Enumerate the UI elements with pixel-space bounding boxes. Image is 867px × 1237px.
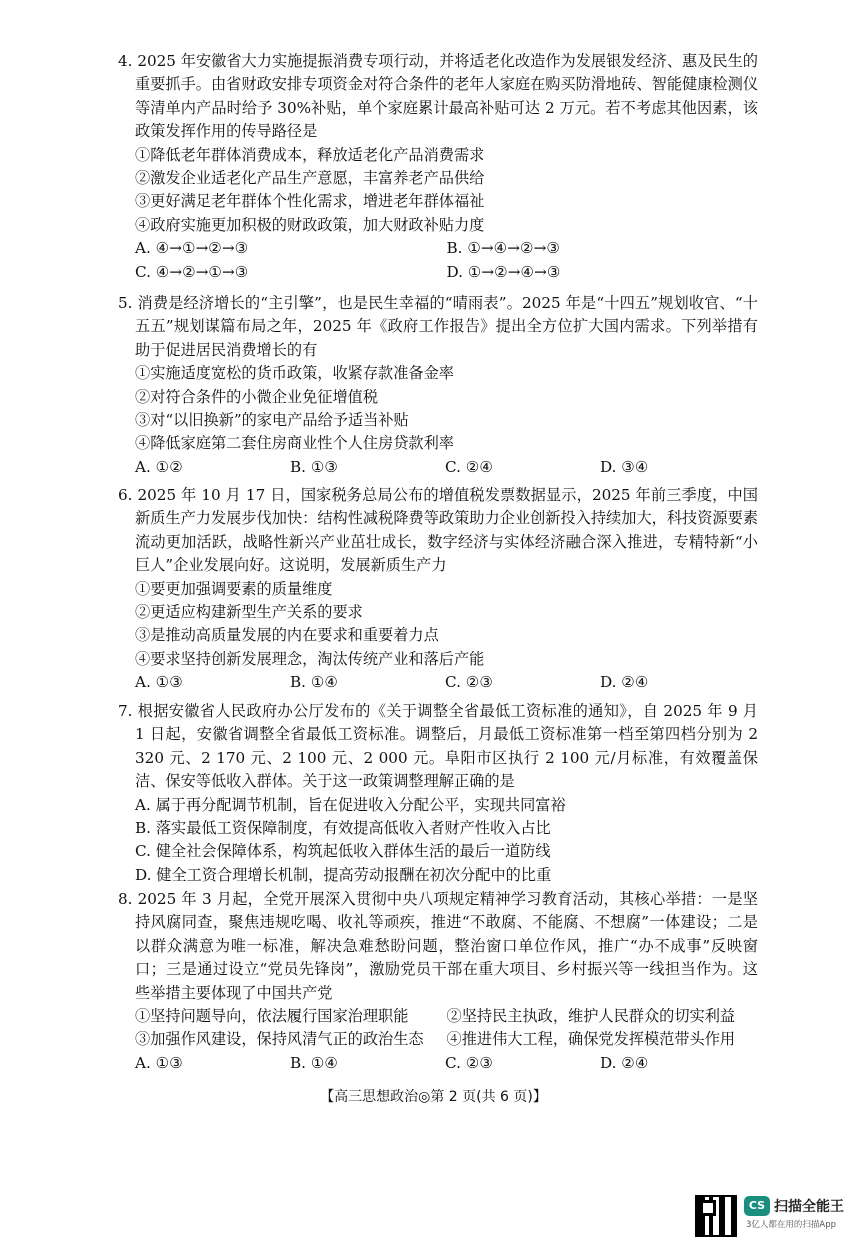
statement-option: ④要求坚持创新发展理念，淘汰传统产业和落后产能 <box>135 649 485 668</box>
statement-option: ④政府实施更加积极的财政政策，加大财政补贴力度 <box>135 215 485 234</box>
camscanner-logo-icon: CS <box>744 1196 770 1216</box>
statement-option: ③对“以旧换新”的家电产品给予适当补贴 <box>135 411 409 430</box>
choice-a: A. ①③ <box>135 673 183 692</box>
statement-option: ①坚持问题导向，依法履行国家治理职能 <box>135 1007 409 1026</box>
choice-c: C. 健全社会保障体系，构筑起低收入群体生活的最后一道防线 <box>135 842 551 861</box>
question-stem: 5. 消费是经济增长的“主引擎”，也是民生幸福的“晴雨表”。2025 年是“十四五”规划收官、“十五五”规划谋篇布局之年，2025 年《政府工作报告》提出全方位扩大国内需求。下列举措有助于促进居民消费增长的有 <box>118 294 758 359</box>
statement-option: ③加强作风建设，保持风清气正的政治生态 <box>135 1030 424 1049</box>
choice-b: B. ①④ <box>290 1053 339 1072</box>
answer-choices <box>118 671 758 694</box>
question-4 <box>118 50 758 284</box>
choice-d: D. ①→②→④→③ <box>446 262 561 281</box>
choice-b: B. ①→④→②→③ <box>446 239 560 258</box>
answer-choices <box>118 237 758 260</box>
statement-option: ④降低家庭第二套住房商业性个人住房贷款利率 <box>135 434 454 453</box>
question-stem: 8. 2025 年 3 月起，全党开展深入贯彻中央八项规定精神学习教育活动，其核心举措：一是坚持风腐同查，聚焦违规吃喝、收礼等顽疾，推进“不敢腐、不能腐、不想腐”一体建设；二是以群众满意为唯一标准，解决急难愁盼问题，整治窗口单位作风，推广“办不成事”反映窗口；三是通过设立“党员先锋岗”，激励党员干部在重大项目、乡村振兴等一线担当作为。这些举措主要体现了中国共产党 <box>118 890 758 1002</box>
statement-option: ④推进伟大工程，确保党发挥模范带头作用 <box>446 1030 736 1049</box>
choice-c: C. ④→②→①→③ <box>135 262 249 281</box>
choice-a: A. 属于再分配调节机制，旨在促进收入分配公平，实现共同富裕 <box>135 795 566 814</box>
statement-option: ③是推动高质量发展的内在要求和重要着力点 <box>135 626 439 645</box>
statement-option: ①要更加强调要素的质量维度 <box>135 579 333 598</box>
question-stem: 4. 2025 年安徽省大力实施提振消费专项行动，并将适老化改造作为发展银发经济、惠及民生的重要抓手。由省财政安排专项资金对符合条件的老年人家庭在购买防滑地砖、智能健康检测仪等清单内产品时给予 30%补贴，单个家庭累计最高补贴可达 2 万元。若不考虑其他因素，该政策发挥作用的传导路径是 <box>118 52 758 141</box>
scanner-brand-subtitle: 3亿人都在用的扫描App <box>746 1220 837 1230</box>
qr-code-icon <box>695 1195 737 1237</box>
statement-option: ②激发企业适老化产品生产意愿，丰富养老产品供给 <box>135 169 485 188</box>
choice-c: C. ②④ <box>445 457 493 476</box>
scanner-brand-title: 扫描全能王 <box>774 1199 844 1215</box>
choice-d: D. ②④ <box>600 673 649 692</box>
answer-choices <box>118 456 758 479</box>
statement-option: ③更好满足老年群体个性化需求，增进老年群体福祉 <box>135 192 485 211</box>
choice-b: B. ①④ <box>290 673 339 692</box>
choice-a: A. ①③ <box>135 1053 183 1072</box>
statement-option: ②更适应构建新型生产关系的要求 <box>135 603 363 622</box>
choice-c: C. ②③ <box>445 1053 493 1072</box>
choice-a: A. ①② <box>135 457 183 476</box>
statement-option: ②对符合条件的小微企业免征增值税 <box>135 387 378 406</box>
question-stem: 7. 根据安徽省人民政府办公厅发布的《关于调整全省最低工资标准的通知》，自 2025 年 9 月 1 日起，安徽省调整全省最低工资标准。调整后，月最低工资标准第一档至第四档分别为 2 320 元、2 170 元、2 100 元、2 000 元。阜阳市区执行 2 100 元/月标准，有效覆盖保洁、保安等低收入群体。关于这一政策调整理解正确的是 <box>118 702 758 791</box>
statement-row <box>118 1005 758 1028</box>
choice-b: B. 落实最低工资保障制度，有效提高低收入者财产性收入占比 <box>135 819 551 838</box>
choice-d: D. 健全工资合理增长机制，提高劳动报酬在初次分配中的比重 <box>135 865 552 884</box>
choice-a: A. ④→①→②→③ <box>135 239 249 258</box>
statement-option: ②坚持民主执政，维护人民群众的切实利益 <box>446 1007 736 1026</box>
page-footer: 【高三思想政治◎第 2 页(共 6 页)】 <box>320 1089 547 1105</box>
question-6 <box>118 484 758 695</box>
answer-choices <box>118 261 758 284</box>
question-5 <box>118 292 758 479</box>
choice-d: D. ②④ <box>600 1053 649 1072</box>
statement-row <box>118 1028 758 1051</box>
statement-option: ①实施适度宽松的货币政策，收紧存款准备金率 <box>135 364 454 383</box>
question-8 <box>118 888 758 1075</box>
choice-d: D. ③④ <box>600 457 649 476</box>
answer-choices <box>118 1052 758 1075</box>
statement-option: ①降低老年群体消费成本，释放适老化产品消费需求 <box>135 145 485 164</box>
question-7 <box>118 700 758 887</box>
choice-c: C. ②③ <box>445 673 493 692</box>
choice-b: B. ①③ <box>290 457 339 476</box>
question-stem: 6. 2025 年 10 月 17 日，国家税务总局公布的增值税发票数据显示，2025 年前三季度，中国新质生产力发展步伐加快：结构性减税降费等政策助力企业创新投入持续加大，科技资源要素流动更加活跃，战略性新兴产业茁壮成长，数字经济与实体经济融合深入推进，专精特新“小巨人”企业发展向好。这说明，发展新质生产力 <box>118 486 758 575</box>
